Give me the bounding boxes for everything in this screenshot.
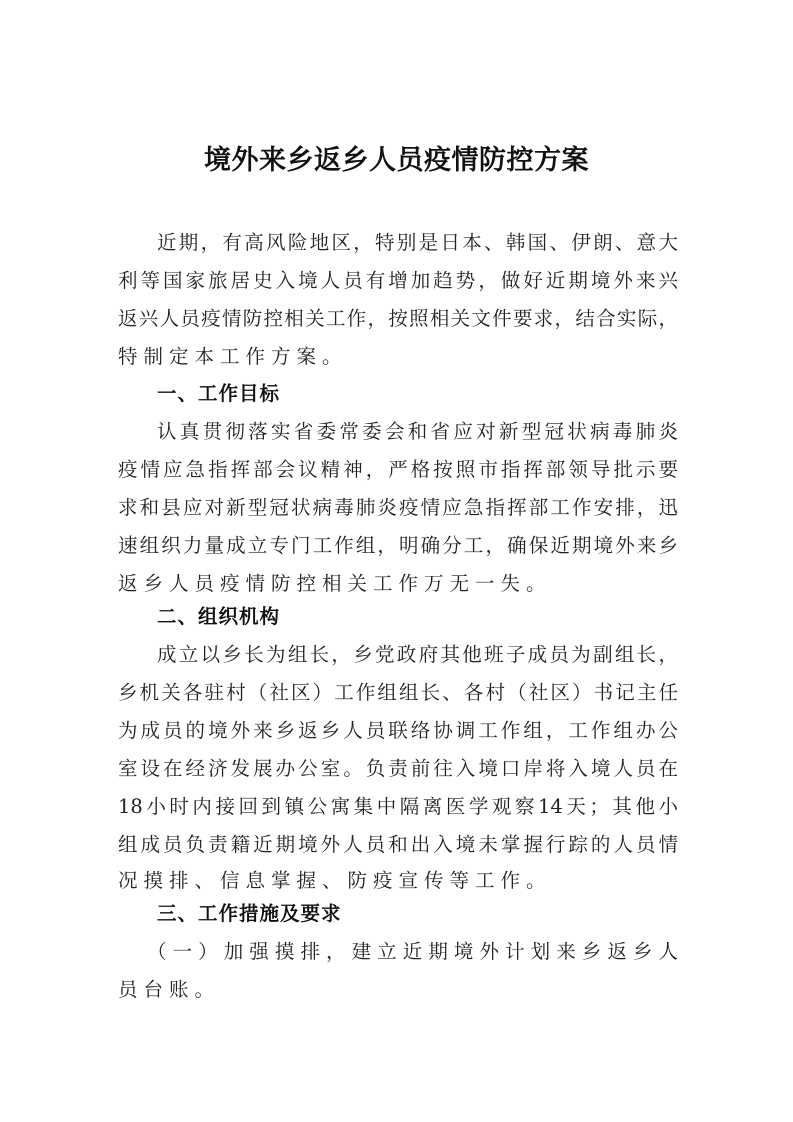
section2-line-5: 18小时内接回到镇公寓集中隔离医学观察14天；其他小 — [118, 795, 678, 818]
section2-line-3: 为成员的境外来乡返乡人员联络协调工作组，工作组办公 — [118, 719, 678, 742]
section2-line-1: 成立以乡长为组长，乡党政府其他班子成员为副组长， — [157, 643, 678, 666]
section1-line-1: 认真贯彻落实省委常委会和省应对新型冠状病毒肺炎 — [157, 420, 678, 443]
section1-line-3: 求和县应对新型冠状病毒肺炎疫情应急指挥部工作安排，迅 — [118, 496, 678, 519]
intro-line-3: 返兴人员疫情防控相关工作，按照相关文件要求，结合实际， — [118, 307, 678, 330]
intro-line-2: 利等国家旅居史入境人员有增加趋势，做好近期境外来兴 — [118, 269, 678, 292]
section3-line-1: （一）加强摸排，建立近期境外计划来乡返乡人 — [147, 940, 678, 963]
section-heading-measures: 三、工作措施及要求 — [157, 902, 342, 925]
section2-line-2: 乡机关各驻村（社区）工作组组长、各村（社区）书记主任 — [118, 681, 678, 704]
section2-line-4: 室设在经济发展办公室。负责前往入境口岸将入境人员在 — [118, 757, 678, 780]
section2-line-7: 况摸排、信息掌握、防疫宣传等工作。 — [118, 869, 552, 892]
section3-line-2: 员台账。 — [118, 978, 221, 1001]
section-heading-goals: 一、工作目标 — [157, 382, 281, 405]
section1-line-5: 返乡人员疫情防控相关工作万无一失。 — [118, 572, 552, 595]
section2-line-6: 组成员负责籍近期境外人员和出入境未掌握行踪的人员情 — [118, 833, 678, 856]
section1-line-2: 疫情应急指挥部会议精神，严格按照市指挥部领导批示要 — [118, 458, 678, 481]
intro-line-1: 近期，有高风险地区，特别是日本、韩国、伊朗、意大 — [157, 231, 678, 254]
intro-line-4: 特制定本工作方案。 — [118, 345, 348, 368]
section-heading-organization: 二、组织机构 — [157, 605, 281, 628]
section1-line-4: 速组织力量成立专门工作组，明确分工，确保近期境外来乡 — [118, 534, 678, 557]
document-title: 境外来乡返乡人员疫情防控方案 — [204, 145, 589, 176]
